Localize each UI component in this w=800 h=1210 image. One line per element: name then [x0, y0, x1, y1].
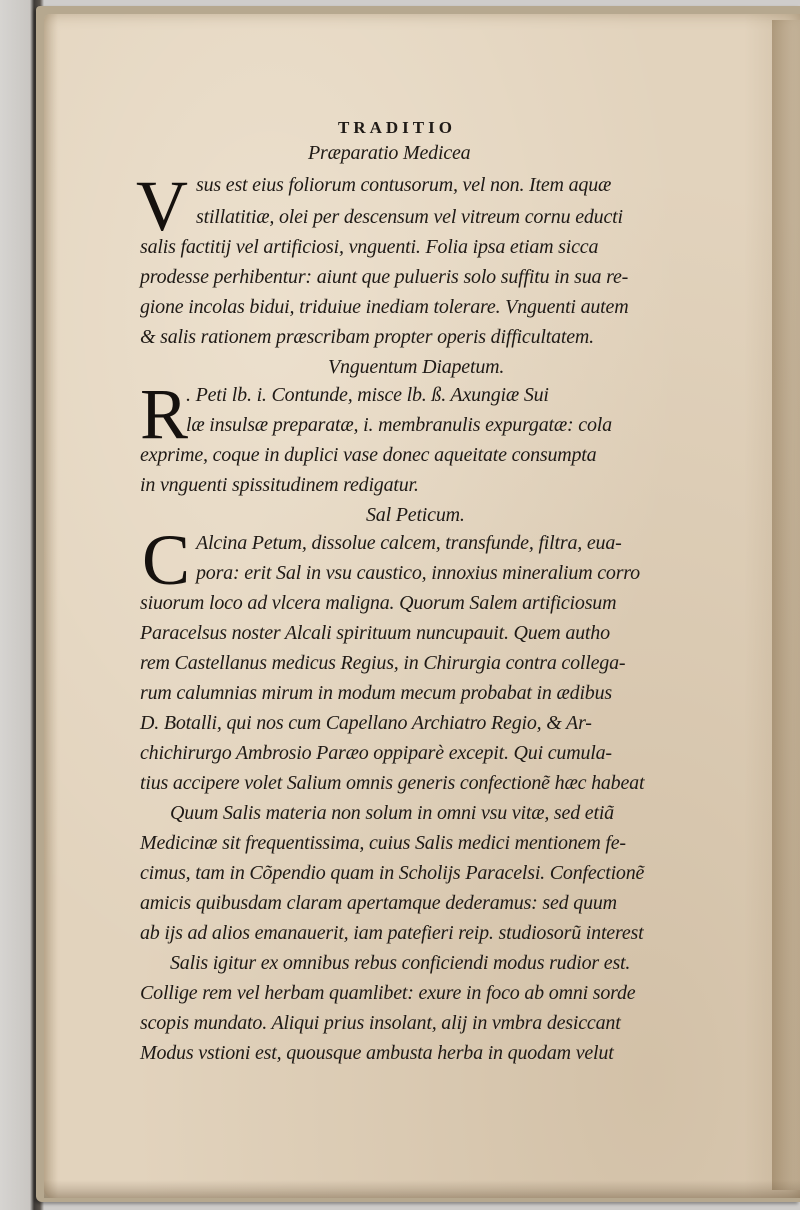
text-line: exprime, coque in duplici vase donec aqueitate consumpta [140, 444, 597, 466]
text-line: salis factitij vel artificiosi, vnguenti. Folia ipsa etiam sicca [140, 236, 599, 258]
text-line: Medicinæ sit frequentissima, cuius Salis medici mentionem fe- [140, 832, 626, 854]
text-line: Paracelsus noster Alcali spirituum nuncupauit. Quem autho [140, 622, 610, 644]
text-line: sus est eius foliorum contusorum, vel non. Item aquæ [196, 174, 612, 196]
text-line: cimus, tam in Cõpendio quam in Scholijs Paracelsi. Confectionẽ [140, 862, 645, 884]
text-line: chichirurgo Ambrosio Paræo oppiparè excepit. Qui cumula- [140, 742, 612, 764]
text-line: Alcina Petum, dissolue calcem, transfunde, filtra, eua- [196, 532, 622, 554]
drop-cap-r: R [140, 374, 189, 454]
text-line: prodesse perhibentur: aiunt que pulueris solo suffitu in sua re- [140, 266, 629, 288]
page-edge-shadow [772, 20, 800, 1190]
drop-cap-v: V [136, 166, 188, 246]
text-line: gione incolas bidui, triduiue inediam tolerare. Vnguenti autem [140, 296, 629, 318]
text-line: Modus vstioni est, quousque ambusta herba in quodam velut [140, 1042, 614, 1064]
text-line: Salis igitur ex omnibus rebus conficiendi modus rudior est. [170, 952, 631, 974]
text-line: siuorum loco ad vlcera maligna. Quorum Salem artificiosum [140, 592, 617, 614]
text-line: D. Botalli, qui nos cum Capellano Archiatro Regio, & Ar- [140, 712, 592, 734]
text-line: in vnguenti spissitudinem redigatur. [140, 474, 419, 496]
page-bottom-shadow [44, 1180, 800, 1198]
text-line: rum calumnias mirum in modum mecum probabat in ædibus [140, 682, 612, 704]
text-line: stillatitiæ, olei per descensum vel vitreum cornu educti [196, 206, 623, 228]
text-line: rem Castellanus medicus Regius, in Chirurgia contra collega- [140, 652, 626, 674]
running-head: TRADITIO [338, 118, 456, 137]
drop-cap-c: C [142, 520, 191, 600]
text-line: scopis mundato. Aliqui prius insolant, alij in vmbra desiccant [140, 1012, 621, 1034]
text-line: Collige rem vel herbam quamlibet: exure in foco ab omni sorde [140, 982, 636, 1004]
text-line: tius accipere volet Salium omnis generis confectionẽ hæc habeat [140, 772, 645, 794]
text-line: & salis rationem præscribam propter operis difficultatem. [140, 326, 594, 348]
text-line: læ insulsæ preparatæ, i. membranulis expurgatæ: cola [186, 414, 612, 436]
text-line: ab ijs ad alios emanauerit, iam patefieri reip. studiosorũ interest [140, 922, 644, 944]
text-line: amicis quibusdam claram apertamque dederamus: sed quum [140, 892, 617, 914]
title: Præparatio Medicea [308, 142, 471, 164]
heading-sal-peticum: Sal Peticum. [366, 504, 465, 526]
text-line: Quum Salis materia non solum in omni vsu vitæ, sed etiã [170, 802, 614, 824]
text-line: . Peti lb. i. Contunde, misce lb. ß. Axungiæ Sui [186, 384, 549, 406]
text-line: pora: erit Sal in vsu caustico, innoxius mineralium corro [196, 562, 640, 584]
heading-vnguentum: Vnguentum Diapetum. [328, 356, 505, 378]
